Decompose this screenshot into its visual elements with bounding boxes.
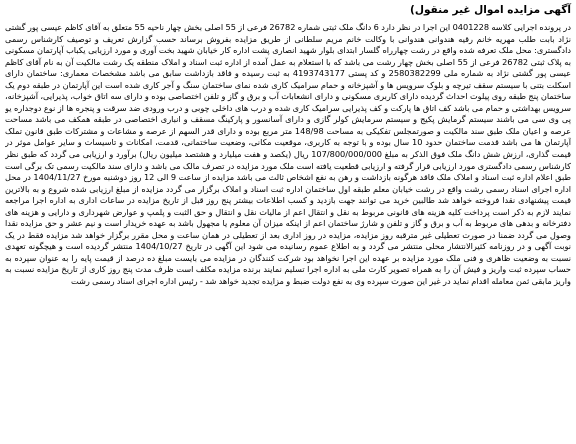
notice-body: در پرونده اجرایی کلاسه 0401228 این اجرا در نظر دارد 6 دانگ ملک ثبتی شماره 26782 فرعی از 55 اصلی بخش چهار ناحیه 55 متعلق به آقای کاظم عیسی پور گشتی نژاد بابت طلب مهریه خانم رقیه هندوانی هندوانی با وکالت خانم مریم سلطانی از طریق مزایده بفروش برساند حسب گزارش تعریف و توصیف کارشناس رسمی دادگستری: محل ملک تعرفه شده واقع در رشت چهارراه گلسار ابتدای بلوار شهید انصاری پشت اداره کار خیابان شهید بخت آوری و مورد ارزیابی یکباب آپارتمان مسکونی به پلاک ثبتی 26782 فرعی از 55 اصلی بخش چهار رشت می باشد که با استعلام به عمل آمده از اداره ثبت اسناد و املاک منطقه یک رشت مالکیت آن به نام آقای کاظم عیسی پور گشتی نژاد به شماره ملی 2580382299 و کد پستی 4193743177 به ثبت رسیده و فاقد بازداشت سابق می باشد مشخصات معماری: ساختمان دارای اسکلت بتنی با سیستم سقف تیرچه و بلوک سرویس ها و آشپزخانه و حمام سرامیک کاری شده نمای ساختمان سنگ و آجر کاری شده است این آپارتمان در طبقه دوم یک ساختمان پنج طبقه روی پیلوت احداث گردیده دارای کاربری مسکونی و دارای انشعابات آب و برق و گاز و تلفن اختصاصی بوده و دارای سه اتاق خواب، پذیرایی، آشپزخانه، سرویس بهداشتی و حمام می باشد کف اتاق ها پارکت و کف پذیرایی سرامیک کاری شده و درب های داخلی چوبی و درب ورودی ضد سرقت و پنجره ها از نوع دوجداره یو پی وی سی می باشند سیستم گرمایش پکیج و سیستم سرمایش کولر گازی و دارای آسانسور و پارکینگ مسقف و انباری اختصاصی در طبقه همکف می باشد مساحت عرصه و اعیان ملک طبق سند مالکیت و صورتمجلس تفکیکی به مساحت 148/98 متر مربع بوده و دارای قدر السهم از عرصه و مشاعات و مشترکات طبق قانون تملک آپارتمان ها می باشد قدمت ساختمان حدود 10 سال بوده و با توجه به کاربری، موقعیت مکانی، وضعیت ساختمانی، قدمت، امکانات و تاسیسات و سایر عوامل موثر در قیمت گذاری، ارزش شش دانگ ملک فوق الذکر به مبلغ 107/800/000/000 ریال (یکصد و هفت میلیارد و هشتصد میلیون ریال) برآورد و ارزیابی می گردد که طبق نظر کارشناس رسمی دادگستری مورد ارزیابی قرار گرفته و ارزیابی قطعیت یافته است ملک مورد مزایده در تصرف مالک می باشد و دارای سند مالکیت رسمی تک برگی است طبق اعلام اداره ثبت اسناد و املاک ملک فاقد هرگونه بازداشت و رهن به نفع اشخاص ثالث می باشد مزایده از ساعت 9 الی 12 روز دوشنبه مورخ 1404/11/27 در محل اداره اجرای اسناد رسمی رشت واقع در رشت خیابان معلم طبقه اول ساختمان اداره ثبت اسناد و املاک برگزار می گردد مزایده از مبلغ ارزیابی شده شروع و به بالاترین قیمت پیشنهادی نقدا فروخته خواهد شد طالبین خرید می توانند جهت بازدید و کسب اطلاعات بیشتر پنج روز قبل از تاریخ مزایده در ساعات اداری به اداره اجرا مراجعه نمایند لازم به ذکر است پرداخت کلیه هزینه های قانونی مربوط به نقل و انتقال اعم از مالیات نقل و انتقال و حق الثبت و پلمپ و عوارض شهرداری و دارایی و هزینه های دفترخانه و بدهی های مربوط به آب و برق و گاز و تلفن و شارژ ساختمان اعم از اینکه میزان آن معلوم یا مجهول باشد به عهده خریدار است و نیم عشر و حق مزایده نقدا وصول می گردد ضمنا در صورت تعطیلی غیر مترقبه روز مزایده، مزایده در روز اداری بعد از تعطیلی در همان ساعت و محل مقرر برگزار خواهد شد مزایده فقط در یک نوبت آگهی و در روزنامه کثیرالانتشار محلی منتشر می گردد و به اطلاع عموم رسانیده می شود این آگهی در تاریخ 1404/10/27 منتشر گردیده است و هیچگونه تعهدی نسبت به وضعیت ظاهری و فنی ملک مورد مزایده بر عهده این اجرا نخواهد بود شرکت کنندگان در مزایده می بایست مبلغ ده درصد از قیمت پایه را به عنوان سپرده به حساب سپرده ثبت واریز و فیش آن را به همراه تصویر کارت ملی به اداره اجرا تسلیم نمایند برنده مزایده مکلف است ظرف مدت پنج روز کاری از تاریخ مزایده نسبت به واریز مابقی ثمن معامله اقدام نماید در غیر این صورت سپرده وی به نفع دولت ضبط و مزایده تجدید خواهد شد - رئیس اداره اجرای اسناد رسمی رشت <box>5 22 571 287</box>
notice-title: آگهی مزایده اموال غیر منقول) <box>410 4 571 16</box>
